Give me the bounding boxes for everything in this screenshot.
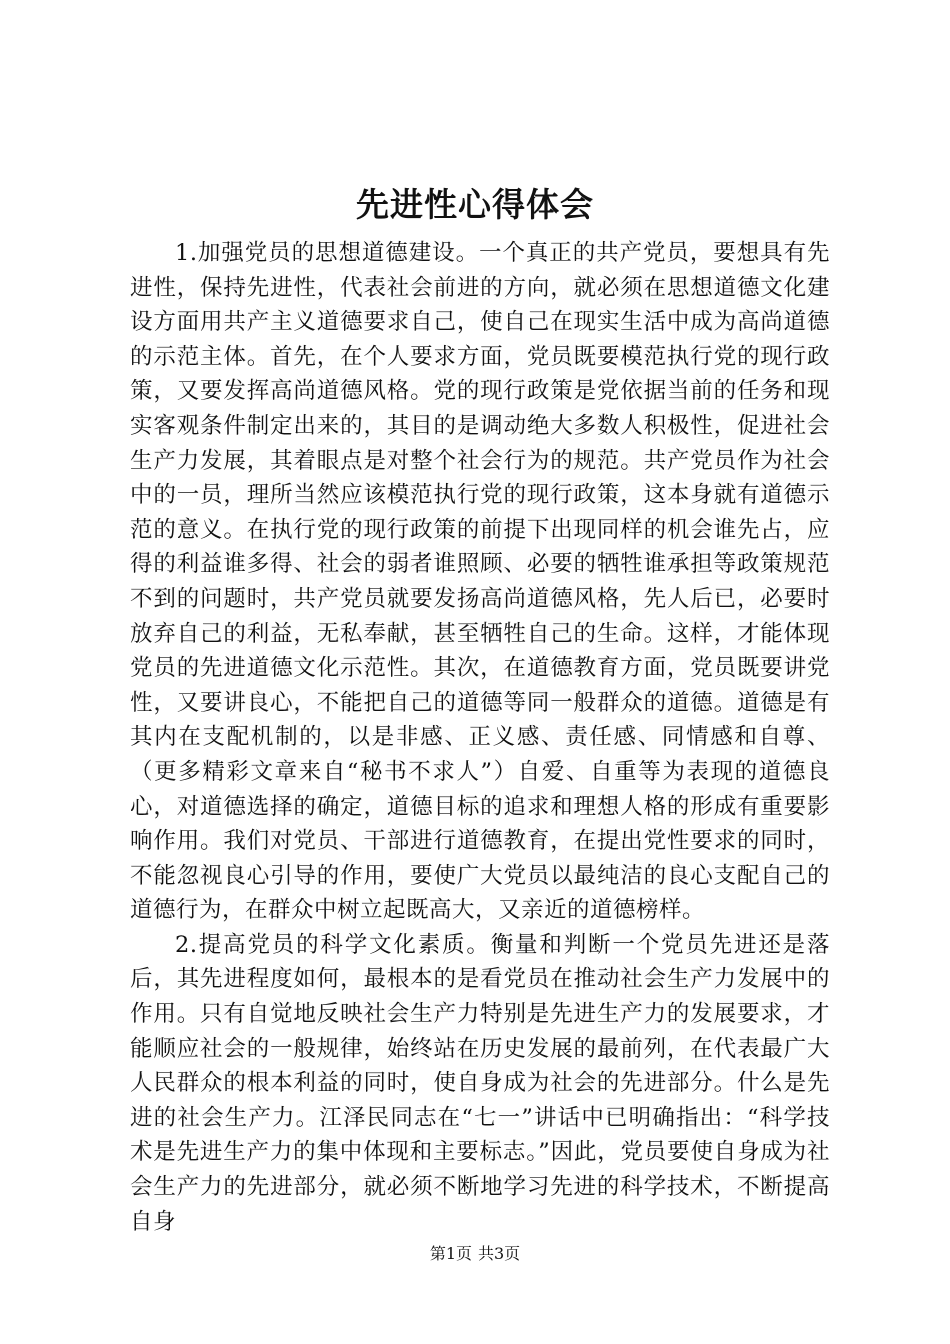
document-body [130, 236, 830, 1239]
page-number-current: 第1页 [429, 1244, 472, 1263]
page-number-total: 共3页 [478, 1244, 521, 1263]
page-footer [0, 1242, 950, 1266]
paragraph-1: 1.加强党员的思想道德建设。一个真正的共产党员，要想具有先进性，保持先进性，代表社会前进的方向，就必须在思想道德文化建设方面用共产主义道德要求自己，使自己在现实生活中成为高尚道德的示范主体。首先，在个人要求方面，党员既要模范执行党的现行政策，又要发挥高尚道德风格。党的现行政策是党依据当前的任务和现实客观条件制定出来的，其目的是调动绝大多数人积极性，促进社会生产力发展，其着眼点是对整个社会行为的规范。共产党员作为社会中的一员，理所当然应该模范执行党的现行政策，这本身就有道德示范的意义。在执行党的现行政策的前提下出现同样的机会谁先占，应得的利益谁多得、社会的弱者谁照顾、必要的牺牲谁承担等政策规范不到的问题时，共产党员就要发扬高尚道德风格，先人后已，必要时放弃自己的利益，无私奉献，甚至牺牲自己的生命。这样，才能体现党员的先进道德文化示范性。其次，在道德教育方面，党员既要讲党性，又要讲良心，不能把自己的道德等同一般群众的道德。道德是有其内在支配机制的，以是非感、正义感、责任感、同情感和自尊、（更多精彩文章来自“秘书不求人”）自爱、自重等为表现的道德良心，对道德选择的确定，道德目标的追求和理想人格的形成有重要影响作用。我们对党员、干部进行道德教育，在提出党性要求的同时，不能忽视良心引导的作用，要使广大党员以最纯洁的良心支配自己的道德行为，在群众中树立起既高大，又亲近的道德榜样。 [130, 240, 830, 924]
document-title: 先进性心得体会 [356, 185, 594, 224]
paragraph-2: 2.提高党员的科学文化素质。衡量和判断一个党员先进还是落后，其先进程度如何，最根本的是看党员在推动社会生产力发展中的作用。只有自觉地反映社会生产力特别是先进生产力的发展要求，才能顺应社会的一般规律，始终站在历史发展的最前列，在代表最广大人民群众的根本利益的同时，使自身成为社会的先进部分。什么是先进的社会生产力。江泽民同志在“七一”讲话中已明确指出：“科学技术是先进生产力的集中体现和主要标志。”因此，党员要使自身成为社会生产力的先进部分，就必须不断地学习先进的科学技术，不断提高自身 [130, 931, 830, 1235]
